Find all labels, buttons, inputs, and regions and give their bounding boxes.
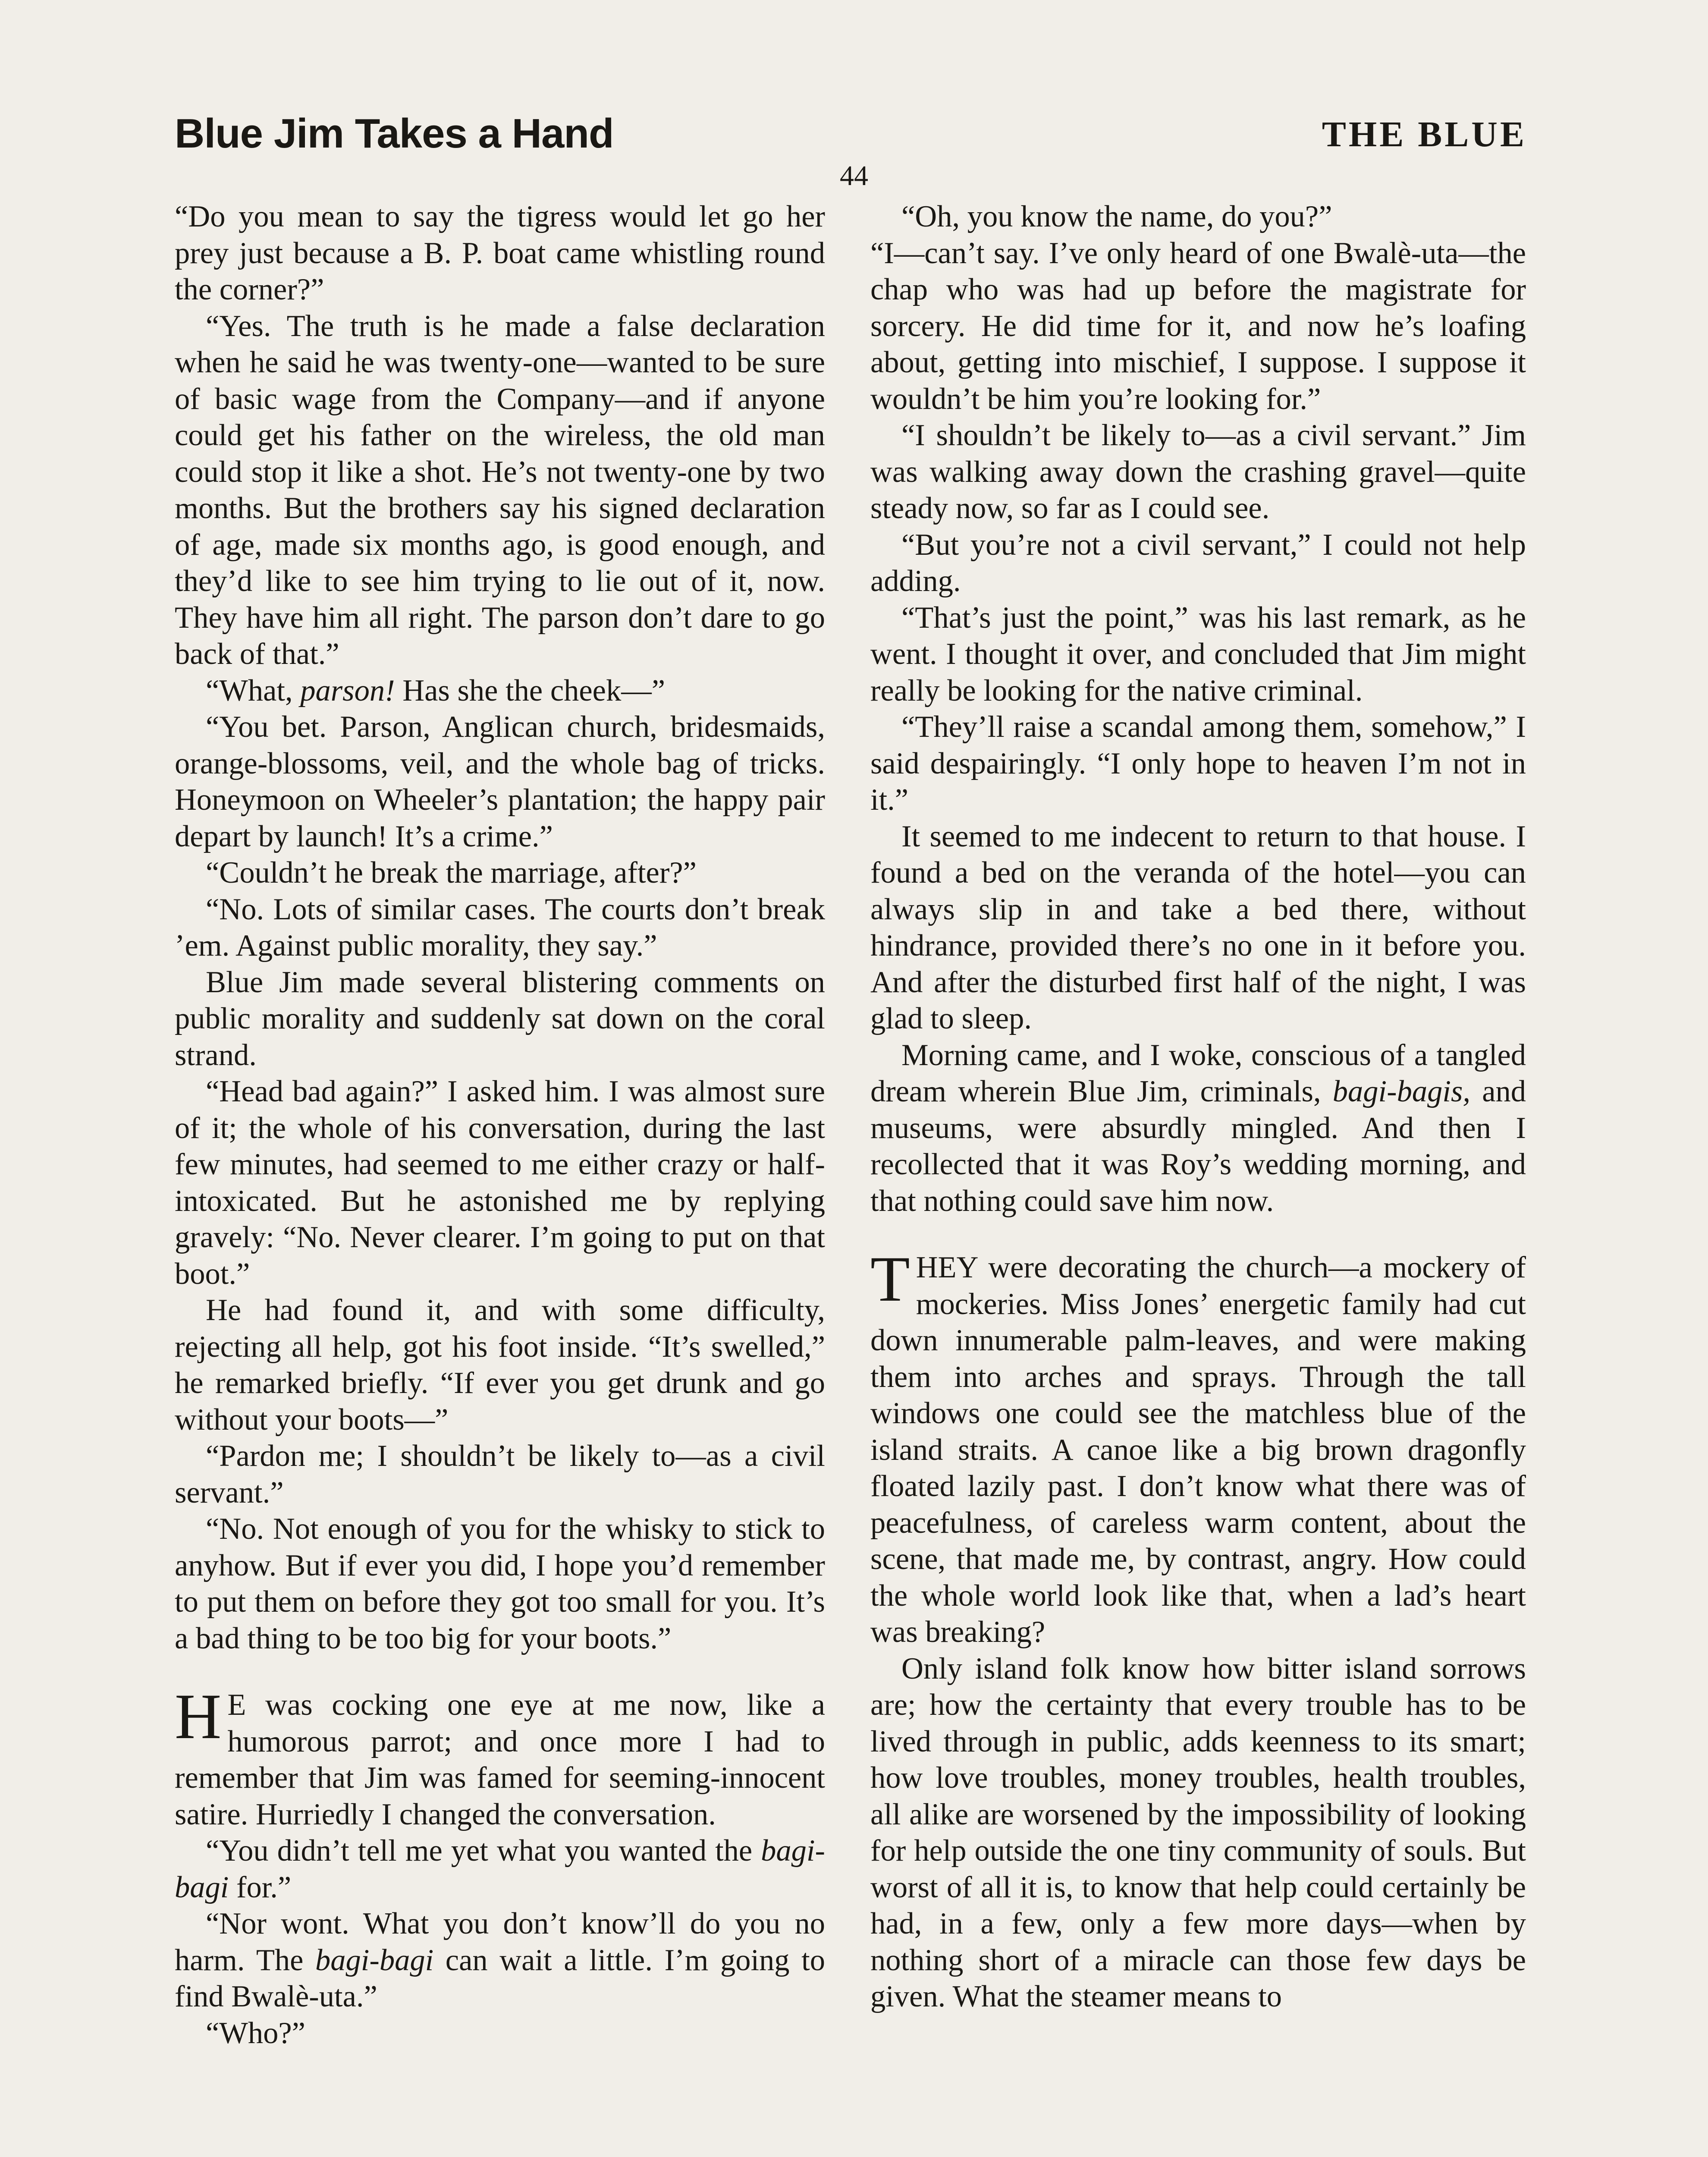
paragraph-text: Blue Jim made several blistering comments on public morality and suddenly sat down on the coral strand.	[175, 965, 825, 1072]
paragraph-text: “Yes. The truth is he made a false declaration when he said he was twenty-one—wanted to be sure of basic wage from the Company—and if anyone could get his father on the wireless, the old man could stop it like a shot. He’s not twenty-one by two months. But the brothers say his signed declaration of age, made six months ago, is good enough, and they’d like to see him trying to lie out of it, now. They have him all right. The parson don’t dare to go back of that.”	[175, 309, 825, 671]
paragraph	[870, 417, 1526, 527]
paragraph	[175, 1073, 825, 1292]
paragraph-text: “No. Not enough of you for the whisky to stick to anyhow. But if ever you did, I hope you’d remember to put them on before they got too small for you. It’s a bad thing to be too big for your boots.”	[175, 1512, 825, 1655]
paragraph	[870, 1651, 1526, 2015]
paragraph	[870, 709, 1526, 818]
paragraph-text: HEY were decorating the church—a mockery of mockeries. Miss Jones’ energetic family had cut down innumerable palm-leaves, and were making them into arches and sprays. Through the tall windows one could see the matchless blue of the island straits. A canoe like a big brown dragonfly floated lazily past. I don’t know what there was of peacefulness, of careless warm content, about the scene, that made me, by contrast, angry. How could the whole world look like that, when a lad’s heart was breaking?	[870, 1251, 1526, 1649]
paragraph	[175, 1681, 825, 1833]
italic-text: bagi-bagis,	[1332, 1075, 1471, 1108]
paragraph	[175, 1292, 825, 1438]
paragraph-text: “Who?”	[206, 2016, 305, 2050]
italic-text: bagi-bagi	[315, 1943, 434, 1977]
paragraph-text: Only island folk know how bitter island sorrows are; how the certainty that every trouble has to be lived through in public, adds keenness to its smart; how love troubles, money troubles, health troubles, all alike are worsened by the impossibility of looking for help outside the one tiny community of souls. But worst of all it is, to know that help could certainly be had, in a few, only a few more days—when by nothing short of a miracle can those few days be given. What the steamer means to	[870, 1651, 1526, 2013]
paragraph	[870, 198, 1526, 235]
paragraph-text: “No. Lots of similar cases. The courts don’t break ’em. Against public morality, they say.”	[175, 892, 825, 962]
paragraph-text: “Oh, you know the name, do you?”	[901, 200, 1332, 233]
paragraph-text: and museums, were absurdly mingled. And then I recollected that it was Roy’s wedding morning, and that nothing could save him now.	[870, 1075, 1526, 1218]
magazine-title: THE BLUE	[1322, 114, 1527, 154]
paragraph-text: “Couldn’t he break the marriage, after?”	[206, 856, 697, 890]
paragraph-text: “Do you mean to say the tigress would let go her prey just because a B. P. boat came whistling round the corner?”	[175, 200, 825, 306]
paragraph	[870, 1243, 1526, 1651]
right-column	[870, 198, 1526, 2015]
paragraph-text: “That’s just the point,” was his last remark, as he went. I thought it over, and concluded that Jim might really be looking for the native criminal.	[870, 601, 1526, 707]
paragraph	[175, 673, 825, 709]
page-number: 44	[840, 160, 868, 192]
italic-text: bagi-bagi	[175, 1834, 825, 1904]
paragraph	[870, 235, 1526, 418]
drop-cap: T	[870, 1243, 910, 1315]
paragraph	[175, 1511, 825, 1657]
paragraph	[175, 1833, 825, 1905]
paragraph	[870, 1037, 1526, 1220]
paragraph	[175, 1438, 825, 1511]
paragraph-text: “They’ll raise a scandal among them, somehow,” I said despairingly. “I only hope to heaven I’m not in it.”	[870, 710, 1526, 817]
paragraph-text: “But you’re not a civil servant,” I could not help adding.	[870, 528, 1526, 598]
paragraph-text: “Head bad again?” I asked him. I was almost sure of it; the whole of his conversation, during the last few minutes, had seemed to me either crazy or half-intoxicated. But he astonished me by replying gravely: “No. Never clearer. I’m going to put on that boot.”	[175, 1075, 825, 1291]
paragraph-text: “I—can’t say. I’ve only heard of one Bwalè-uta—the chap who was had up before the magistrate for sorcery. He did time for it, and now he’s loafing about, getting into mischief, I suppose. I suppose it wouldn’t be him you’re looking for.”	[870, 236, 1526, 416]
paragraph-text: “You bet. Parson, Anglican church, bridesmaids, orange-blossoms, veil, and the whole bag of tricks. Honeymoon on Wheeler’s plantation; the happy pair depart by launch! It’s a crime.”	[175, 710, 825, 853]
story-title: Blue Jim Takes a Hand	[175, 110, 614, 157]
paragraph-text: Has she the cheek—”	[395, 673, 665, 707]
paragraph	[175, 1905, 825, 2015]
paragraph	[870, 527, 1526, 600]
paragraph-text: It seemed to me indecent to return to that house. I found a bed on the veranda of the hotel—you can always slip in and take a bed there, without hindrance, provided there’s no one in it before you. And after the disturbed first half of the night, I was glad to sleep.	[870, 819, 1526, 1035]
paragraph-text: “You didn’t tell me yet what you wanted the	[206, 1834, 761, 1868]
paragraph	[175, 964, 825, 1074]
paragraph	[175, 198, 825, 308]
paragraph	[175, 709, 825, 855]
paragraph	[175, 891, 825, 964]
paragraph-text: “Pardon me; I shouldn’t be likely to—as a civil servant.”	[175, 1439, 825, 1509]
paragraph	[870, 818, 1526, 1037]
italic-text: parson!	[300, 673, 395, 707]
drop-cap: H	[175, 1681, 222, 1752]
paragraph-text: for.”	[229, 1870, 292, 1904]
paragraph-text: E was cocking one eye at me now, like a humorous parrot; and once more I had to remember that Jim was famed for seeming-innocent satire. Hurriedly I changed the conversation.	[175, 1688, 825, 1831]
paragraph-text: can wait a little. I’m going to find Bwalè-uta.”	[175, 1943, 825, 2013]
paragraph-text: “What,	[206, 673, 301, 707]
paragraph-text: “I shouldn’t be likely to—as a civil servant.” Jim was walking away down the crashing gravel—quite steady now, so far as I could see.	[870, 418, 1526, 525]
paragraph-text: Morning came, and I woke, conscious of a tangled dream wherein Blue Jim, criminals,	[870, 1038, 1526, 1108]
page-header	[175, 110, 1527, 166]
left-column	[175, 198, 825, 2051]
paragraph-text: He had found it, and with some difficulty, rejecting all help, got his foot inside. “It’s swelled,” he remarked briefly. “If ever you get drunk and go without your boots—”	[175, 1293, 825, 1437]
paragraph-text: “Nor wont. What you don’t know’ll do you no harm. The	[175, 1907, 825, 1977]
paragraph	[175, 308, 825, 673]
paragraph	[175, 2015, 825, 2052]
paragraph	[870, 600, 1526, 709]
paragraph	[175, 855, 825, 891]
